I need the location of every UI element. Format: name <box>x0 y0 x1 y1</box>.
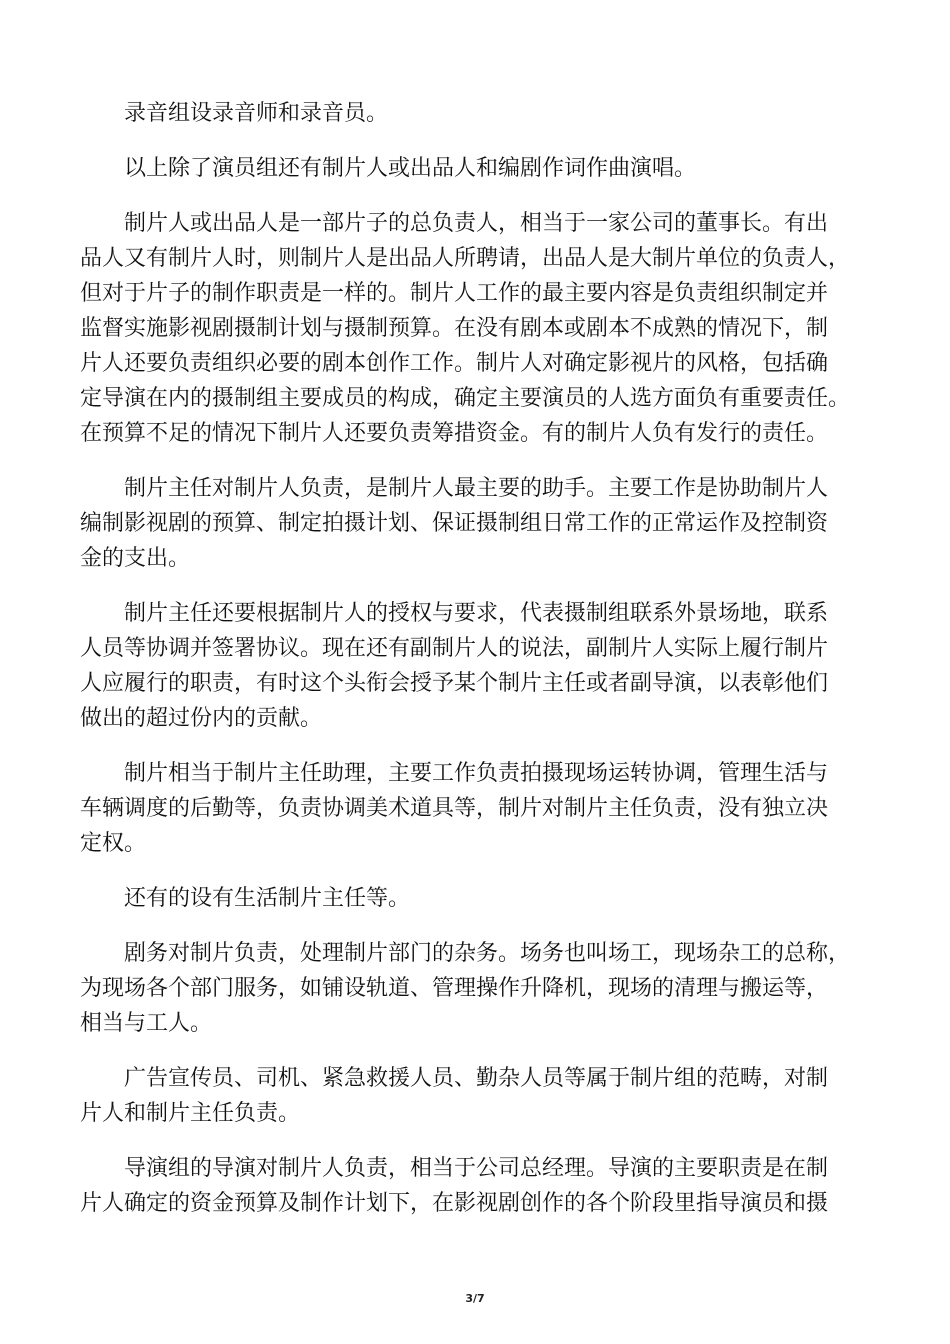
text-line: 制片主任对制片人负责，是制片人最主要的助手。主要工作是协助制片人 <box>124 476 829 501</box>
text-line: 金的支出。 <box>80 546 191 571</box>
text-line: 为现场各个部门服务，如铺设轨道、管理操作升降机，现场的清理与搬运等， <box>80 976 829 1001</box>
paragraph <box>80 151 870 186</box>
text-line: 人应履行的职责，有时这个头衔会授予某个制片主任或者副导演，以表彰他们 <box>80 671 829 696</box>
text-line: 制片相当于制片主任助理，主要工作负责拍摄现场运转协调，管理生活与 <box>124 761 829 786</box>
text-line: 制片主任还要根据制片人的授权与要求，代表摄制组联系外景场地，联系 <box>124 601 829 626</box>
text-line: 定权。 <box>80 831 147 856</box>
paragraph <box>80 756 870 861</box>
text-line: 制片人或出品人是一部片子的总负责人，相当于一家公司的董事长。有出 <box>124 211 829 236</box>
page-number: 3/7 <box>465 1292 485 1305</box>
text-line: 以上除了演员组还有制片人或出品人和编剧作词作曲演唱。 <box>124 156 697 181</box>
text-line: 编制影视剧的预算、制定拍摄计划、保证摄制组日常工作的正常运作及控制资 <box>80 511 829 536</box>
text-line: 片人确定的资金预算及制作计划下，在影视剧创作的各个阶段里指导演员和摄 <box>80 1191 829 1216</box>
text-line: 广告宣传员、司机、紧急救援人员、勤杂人员等属于制片组的范畴，对制 <box>124 1066 829 1091</box>
text-line: 片人和制片主任负责。 <box>80 1101 301 1126</box>
document-body <box>80 96 870 1241</box>
paragraph <box>80 881 870 916</box>
paragraph <box>80 596 870 736</box>
text-line: 监督实施影视剧摄制计划与摄制预算。在没有剧本或剧本不成熟的情况下，制 <box>80 316 829 341</box>
paragraph <box>80 1151 870 1221</box>
text-line: 导演组的导演对制片人负责，相当于公司总经理。导演的主要职责是在制 <box>124 1156 829 1181</box>
paragraph <box>80 936 870 1041</box>
text-line: 在预算不足的情况下制片人还要负责筹措资金。有的制片人负有发行的责任。 <box>80 421 829 446</box>
text-line: 片人还要负责组织必要的剧本创作工作。制片人对确定影视片的风格，包括确 <box>80 351 829 376</box>
text-line: 做出的超过份内的贡献。 <box>80 706 323 731</box>
text-line: 但对于片子的制作职责是一样的。制片人工作的最主要内容是负责组织制定并 <box>80 281 829 306</box>
text-line: 录音组设录音师和录音员。 <box>124 101 389 126</box>
text-line: 定导演在内的摄制组主要成员的构成，确定主要演员的人选方面负有重要责任。 <box>80 386 851 411</box>
text-line: 品人又有制片人时，则制片人是出品人所聘请，出品人是大制片单位的负责人， <box>80 246 851 271</box>
text-line: 剧务对制片负责，处理制片部门的杂务。场务也叫场工，现场杂工的总称， <box>124 941 851 966</box>
text-line: 车辆调度的后勤等，负责协调美术道具等，制片对制片主任负责，没有独立决 <box>80 796 829 821</box>
paragraph <box>80 206 870 451</box>
text-line: 人员等协调并签署协议。现在还有副制片人的说法，副制片人实际上履行制片 <box>80 636 829 661</box>
text-line: 相当与工人。 <box>80 1011 213 1036</box>
paragraph <box>80 96 870 131</box>
text-line: 还有的设有生活制片主任等。 <box>124 886 411 911</box>
paragraph <box>80 1061 870 1131</box>
paragraph <box>80 471 870 576</box>
